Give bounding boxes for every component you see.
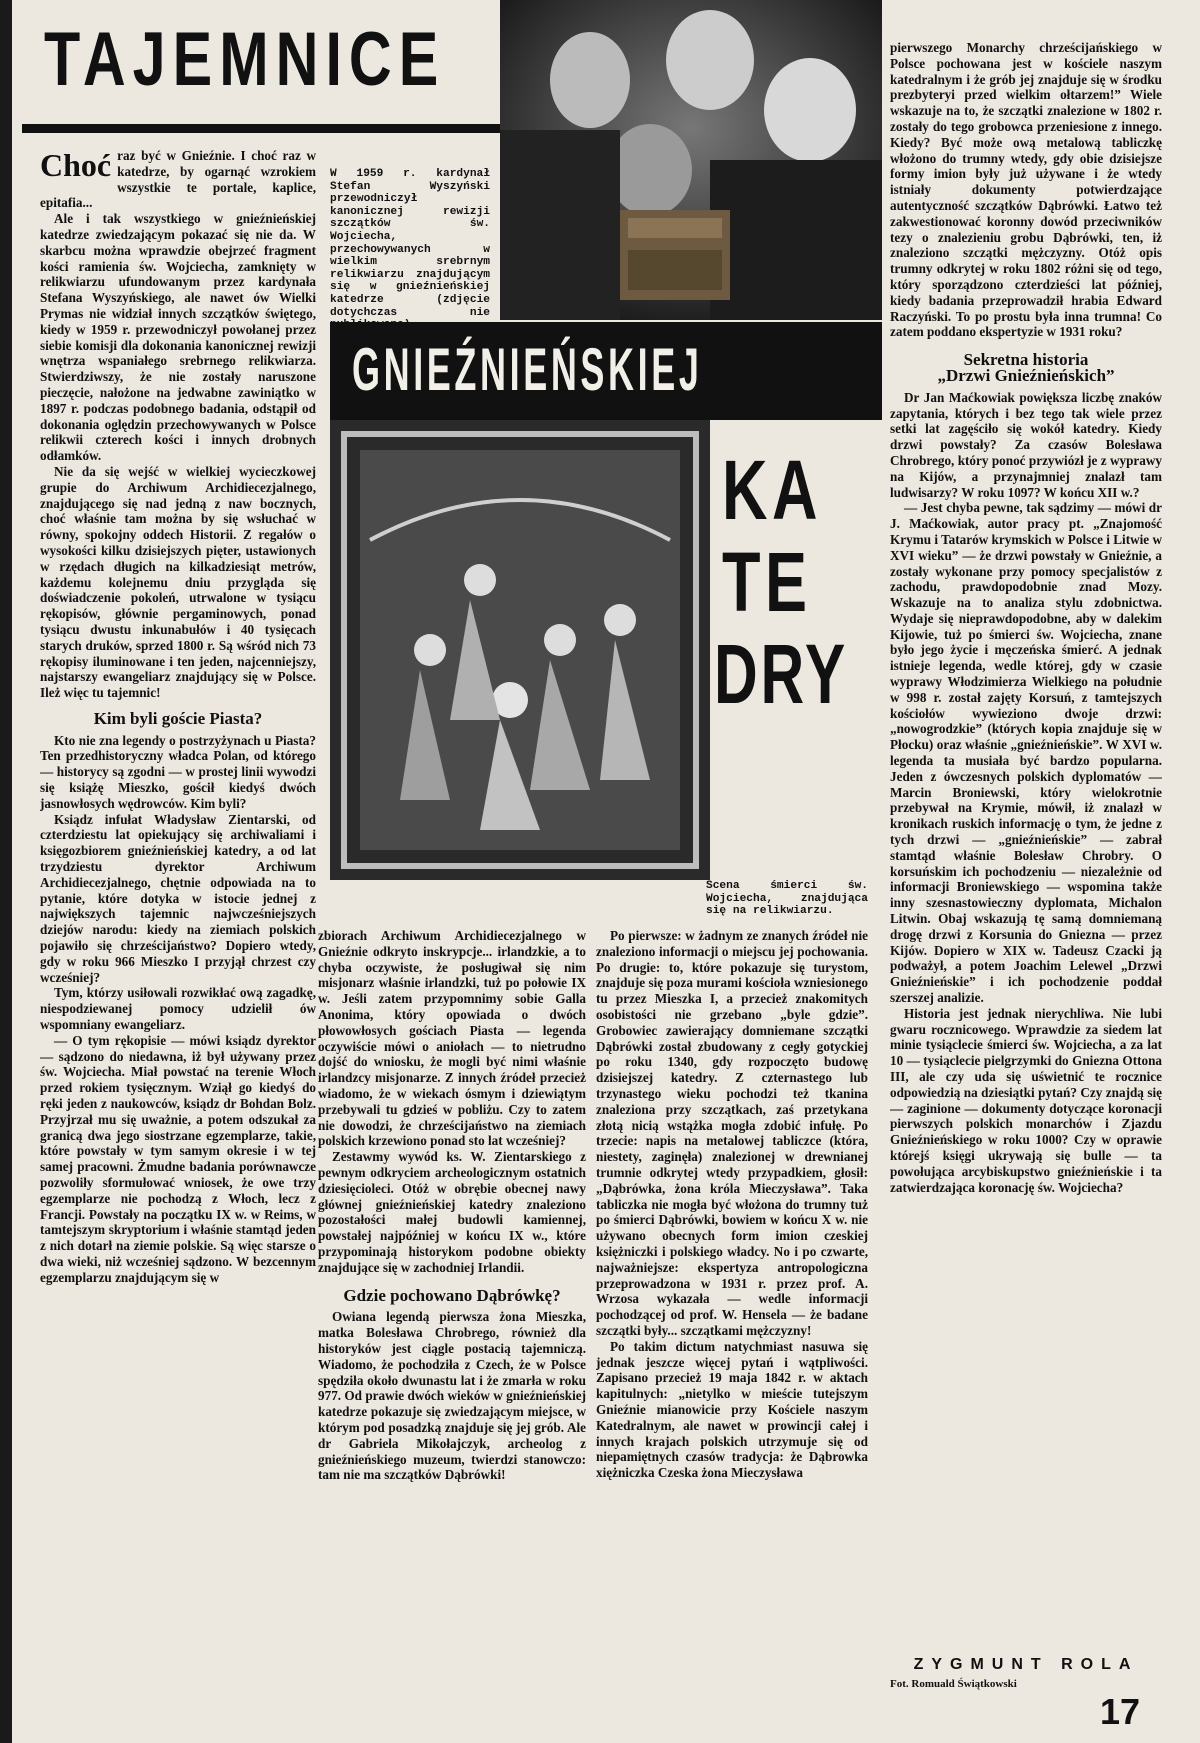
col1-paragraph-5: Tym, którzy usiłowali rozwikłać ową zagadkę, niespodziewanej pomocy udzielił ów wspomniany ewangeliarz. bbox=[40, 985, 316, 1033]
col4-paragraph-3: — Jest chyba pewne, tak sądzimy — mówi dr J. Maćkowiak, autor pracy pt. „Znajomość Krymu i Tatarów krymskich w Polsce i Litwie w XVI wieku” — że drzwi powstały w Gnieźnie, a zostały wykonane przy pomocy specjalistów z zachodu, prawdopodobnie znad Mozy. Wskazuje na to analiza stylu zdobnictwa. Wydaje się nieprawdopodobne, aby w dalekim Kijowie, tuż po śmierci św. Wojciecha, znane było jego życie i męczeńska śmierć. A jednak istnieje legenda, wedle której, gdy w czasie wyprawy Włodzimierza Wielkiego na południe w 998 r. został zajęty Korsuń, z tamtejszych kościołów wywieziono dwoje drzwi: „nowogrodzkie” (których kopia znajduje się w Płocku) oraz właśnie „gnieźnieńskie”. W XVI w. legenda ta musiała być bardzo popularna. Jeden z ówczesnych polskich dyplomatów — Marcin Broniewski, który wielokrotnie przebywał na Krymie, mówił, iż znalazł w kronikach ruskich informację o tym, że jedne z tych drzwi — „gnieźnieńskie” — zabrał stamtąd właśnie Bolesław Chrobry. O korsuńskim ich pochodzeniu — niezależnie od informacji Broniewskiego — wspomina także inny szesnastowieczny dyplomata, Michalon Litwin. Obaj wskazują tę samą domniemaną drogę drzwi z Korsunia do Gniezna — przez Kijów. Dopiero w XIX w. Tadeusz Czacki ją podważył, a potem Joachim Lelewel „Drzwi Gnieźnieńskie” i ich pochodzenie poddał szerszej analizie. bbox=[890, 500, 1162, 1006]
photo-relief-image bbox=[330, 420, 710, 880]
headline-word-3-line-3: DRY bbox=[714, 627, 849, 721]
col3-paragraph-1: Po pierwsze: w żadnym ze znanych źródeł nie znaleziono informacji o miejscu jej pochowania. Po drugie: to, które pokazuje się turystom, znajduje się poza murami kościoła wzniesionego tu przez Mieszka I, a przecież znakomitych osobistości nie grzebano „byle gdzie”. Grobowiec zawierający domniemane szczątki Dąbrówki został zbudowany z cegły gotyckiej po roku 1340, gdy rozpoczęto budowę dzisiejszej katedry. Z czternastego lub trzynastego wieku pochodzi też tkanina znaleziona przy szczątkach, zaś przetykana złotą nicią wstążka mogła zdobić infułę. Po trzecie: napis na metalowej tabliczce (która, niestety, zaginęła) znalezionej w drewnianej trumnie odkrytej wtedy przypadkiem, głosił: „Dąbrówka, żona króla Mieczysława”. Taka tabliczka nie mogła być włożona do trumny tuż po śmierci Dąbrówki, bowiem w końcu X w. nie używano obecnych form imion czeskiej księżniczki i polskiego władcy. No i po czwarte, najważniejsze: ekspertyza antropologiczna przeprowadzona w 1931 r. przez prof. A. Wrzosa wykazała — wedle informacji pochodzącej od prof. W. Hensela — że badane szczątki były... szczątkami mężczyzny! bbox=[596, 928, 868, 1338]
col3-paragraph-2: Po takim dictum natychmiast nasuwa się jednak jeszcze więcej pytań i wątpliwości. Zapisano przecież 19 maja 1842 r. w aktach kapitulnych: „nietylko w mieście tutejszym Gnieźnie mianowicie przy Kościele naszym Katedralnym, ale nawet w prowincji całej i innych krajach polskich utrzymuje się od niepamiętnych czasów tradycja: że Dąbrowka xiężniczka Czeska żona Mieczysława bbox=[596, 1338, 868, 1481]
author-name: ZYGMUNT ROLA bbox=[913, 1656, 1139, 1673]
column-2 bbox=[318, 928, 586, 1728]
col4-paragraph-2: Dr Jan Maćkowiak powiększa liczbę znaków zapytania, których i bez tego tak wiele przez setki lat zagęściło się wokół katedry. Kiedy drzwi powstały? Za czasów Bolesława Chrobrego, który ponoć przywiózł je z wyprawy na Kijów, a przynajmniej znalazł tam ludwisarzy? W roku 1097? W końcu XII w.? bbox=[890, 389, 1162, 500]
col1-paragraph-3: Kto nie zna legendy o postrzyżynach u Piasta? Ten przedhistoryczny władca Polan, od którego — historycy są zgodni — w prostej linii wywodzi się książę Mieszko, gościł kiedyś dwóch jasnowłosych wędrowców. Kim byli? bbox=[40, 732, 316, 811]
col2-paragraph-2: Zestawmy wywód ks. W. Zientarskiego z pewnym odkryciem archeologicznym ostatnich dziesięcioleci. Otóż w obrębie obecnej nawy głównej gnieźnieńskiej katedry znaleziono pozostałości małej budowli kamiennej, powstałej najpóźniej w końcu IX w., które przypominają historykom podobne obiekty znajdujące się w zachodniej Irlandii. bbox=[318, 1149, 586, 1275]
photo-caption-top: W 1959 r. kardynał Stefan Wyszyński przewodniczył kanonicznej rewizji szczątków św. Wojciecha, przechowywanych w wielkim srebrnym relikwiarzu znajdującym się w gnieźnieńskiej katedrze (zdjęcie dotychczas nie bbox=[330, 168, 490, 319]
col4-paragraph-1: pierwszego Monarchy chrześcijańskiego w Polsce pochowana jest w kościele naszym katedralnym i że grób jej znajduje się w środku prezbyteryi przed wielkim ołtarzem!” Wiele wskazuje na to, że szczątki znalezione w 1802 r. zostały do tego grobowca przeniesione z innego. Kiedy? Być może ową metalową tabliczkę włożono do trumny wtedy, gdy obie dzisiejsze formy imion były już używane i że wtedy istniały dokumenty potwierdzające autentyczność szczątków Dąbrówki. Łatwo też zakwestionować koronny dowód przeciwników tezy o znalezieniu grobu Dąbrówki, ten, iż znaleziono szczątki mężczyzny. Otóż opis trumny odkrytej w roku 1802 różni się od tego, który sporządzono czterdzieści lat później, kiedy badania przeprowadził hrabia Edward Raczyński. To po prostu była inna trumna! Co zatem poddano ekspertyzie w 1931 roku? bbox=[890, 40, 1162, 340]
photo-relief-saint-death bbox=[330, 420, 710, 880]
headline-word-2: GNIEŹNIEŃSKIEJ bbox=[352, 336, 703, 403]
headline-word-1: TAJEMNICE bbox=[44, 17, 446, 102]
col1-paragraph-4: Ksiądz infułat Władysław Zientarski, od czterdziestu lat opiekujący się archiwaliami i księgozbiorem gnieźnieńskiej katedry, a od lat trzydziestu dyrektor Archiwum Archidiecezjalnego, chętnie odpowiada na to pytanie, które dotyka w istocie jednej z największych tajemnic najwcześniejszych dziejów narodu: kiedy na ziemiach polskich pojawiło się chrześcijaństwo? Dopiero wtedy, gdy w roku 966 Mieszko I przyjął chrzest czy wcześniej? bbox=[40, 811, 316, 985]
col4-paragraph-4: Historia jest jednak nierychliwa. Nie lubi gwaru rocznicowego. Wprawdzie za siedem lat minie tysiąclecie śmierci św. Wojciecha, a za lat 10 — tysiąclecie pielgrzymki do Gniezna Ottona III, ale czy uda się uświetnić te rocznice odpowiedzią na dziesiątki pytań? Czy znajdą się — zaginione — dokumenty dotyczące koronacji pierwszych polskich monarchów i Zjazdu Gnieźnieńskiego w roku 1000? Czy w oprawie którejś księgi ukrywają się bulle — ta powołująca arcybiskupstwo gnieźnieńskie i ta zatwierdzająca koronację św. Wojciecha? bbox=[890, 1005, 1162, 1195]
lead-word: Choć bbox=[40, 148, 112, 183]
left-border bbox=[0, 0, 12, 1743]
col2-paragraph-3: Owiana legendą pierwsza żona Mieszka, matka Bolesława Chrobrego, również dla historyków jest ciągle postacią tajemniczą. Wiadomo, że pochodziła z Czech, że w Polsce spędziła około dwunastu lat i że zmarła w roku 977. Od prawie dwóch wieków w gnieźnieńskiej katedrze pokazuje się zwiedzającym miejsce, w którym pod posadzką znajduje się jej grób. Ale dr Gabriela Mikołajczyk, archeolog z gnieźnieńskiego muzeum, twierdzi stanowczo: tam nie ma szczątków Dąbrówki! bbox=[318, 1309, 586, 1483]
photo-cardinal-relics bbox=[500, 0, 882, 320]
headline-word-3-line-1: KA bbox=[722, 443, 822, 537]
col2-paragraph-1: zbiorach Archiwum Archidiecezjalnego w Gnieźnie odkryto inskrypcje... irlandzkie, a to chyba oczywiste, że posługiwał się nim misjonarz właśnie irlandzki, tuż po połowie IX w. Jeśli zatem przypomnimy sobie Galla Anonima, który opowiada o dwóch płowowłosych gościach Piasta — legenda oczywiście mówi o aniołach — to nietrudno dojść do wniosku, że mogli być nimi właśnie irlandzcy misjonarze. Z innych źródeł przecież wiadomo, że w wiekach ósmym i dziewiątym przebywali tu gdzieś w pobliżu. Czy to zatem nie dowodzi, że chrześcijaństwo na ziemiach polskich krzewiono ponad sto lat wcześniej? bbox=[318, 928, 586, 1149]
col1-paragraph-6: — O tym rękopisie — mówi ksiądz dyrektor — sądzono do niedawna, iż był używany przez św. Wojciecha. Miał powstać na terenie Włoch przed rokiem tysięcznym. Wziął go kiedyś do ręki jeden z naukowców, ksiądz dr Bohdan Bolz. Przyjrzał mu się uważnie, a potem odszukał za granicą dwa jego siostrzane egzemplarze, takie, które powstały w tym samym okresie i w tej samej pracowni. Żmudne badania porównawcze pozwoliły sformułować wniosek, że owe trzy egzemplarze nie pochodzą z Włoch, lecz z Francji. Powstały na początku IX w. w Reims, w tamtejszym skryptorium i właśnie stamtąd jeden z nich dotarł na ziemie polskie. Są więc starsze o dwa wieki, niż wcześniej sądzono. W bezcennym egzemplarzu znajdującym się w bbox=[40, 1032, 316, 1285]
lead-paragraph: raz być w Gnieźnie. I choć raz w katedrze, by ogarnąć wzrokiem wszystkie te portale, kaplice, epitafia... bbox=[40, 148, 316, 211]
headline-word-3-line-2: TE bbox=[722, 535, 812, 629]
photo-caption-bottom: Scena śmierci św. Wojciecha, znajdująca się na relikwiarzu. bbox=[706, 880, 868, 918]
column-3 bbox=[596, 928, 868, 1728]
photo-cardinal-relics-image bbox=[500, 0, 882, 320]
subheading-piast: Kim byli goście Piasta? bbox=[93, 708, 263, 728]
column-1 bbox=[40, 148, 316, 1728]
subheading-dabrowka: Gdzie pochowano Dąbrówkę? bbox=[343, 1285, 561, 1305]
column-4 bbox=[890, 40, 1162, 1650]
page-number: 17 bbox=[1100, 1691, 1141, 1732]
subheading-doors-line-2: „Drzwi Gnieźnieńskich” bbox=[937, 365, 1115, 385]
subheading-doors bbox=[890, 352, 1162, 384]
photo-credit: Fot. Romuald Świątkowski bbox=[890, 1678, 1017, 1690]
headline-rule bbox=[22, 124, 500, 133]
col1-paragraph-2: Nie da się wejść w wielkiej wycieczkowej grupie do Archiwum Archidiecezjalnego, znajdującego się nad jedną z naw bocznych, choć właśnie tam można by się wsłuchać w równy, spokojny oddech Historii. Z regałów o wysokości kilku dzisiejszych pięter, ustawionych w rzędach długich na kilkadziesiąt metrów, każdemu kolejnemu dniu przygląda się doświadczenie pokoleń, utrwalone w tysiącu rękopisów, głównie pergaminowych, ponad tysiącu dwustu inkunabułów i 40 tysięcach starych druków, sprzed 1800 r. Są wśród nich 73 rękopisy iluminowane i ten jeden, najcenniejszy, najstarszy ewangeliarz znajdujący się w Polsce. Ileż więc tu tajemnic! bbox=[40, 463, 316, 701]
col1-paragraph-1: Ale i tak wszystkiego w gnieźnieńskiej katedrze zwiedzającym pokazać się nie da. W skarbcu można wprawdzie obejrzeć fragment kości ramienia św. Wojciecha, zamknięty w relikwiarzu ufundowanym przez kardynała Stefana Wyszyńskiego, ale nawet ów Wielki Prymas nie widział innych szczątków świętego, kiedy w 1959 r. przewodniczył powołanej przez siebie komisji dla dokonania kanonicznej rewizji wnętrza wspaniałego srebrnego relikwiarza. Stwierdziwszy, że nie zostały naruszone pieczęcie, nałożone na jedwabne zawiniątko w 1897 r. podczas podobnego badania, odstąpił od dokonania oględzin przechowywanych w Polsce relikwii czterech kości i innych drobnych odłamków. bbox=[40, 211, 316, 464]
headline-word-3 bbox=[712, 444, 882, 720]
subheading-doors-line-1: Sekretna historia bbox=[963, 350, 1089, 370]
